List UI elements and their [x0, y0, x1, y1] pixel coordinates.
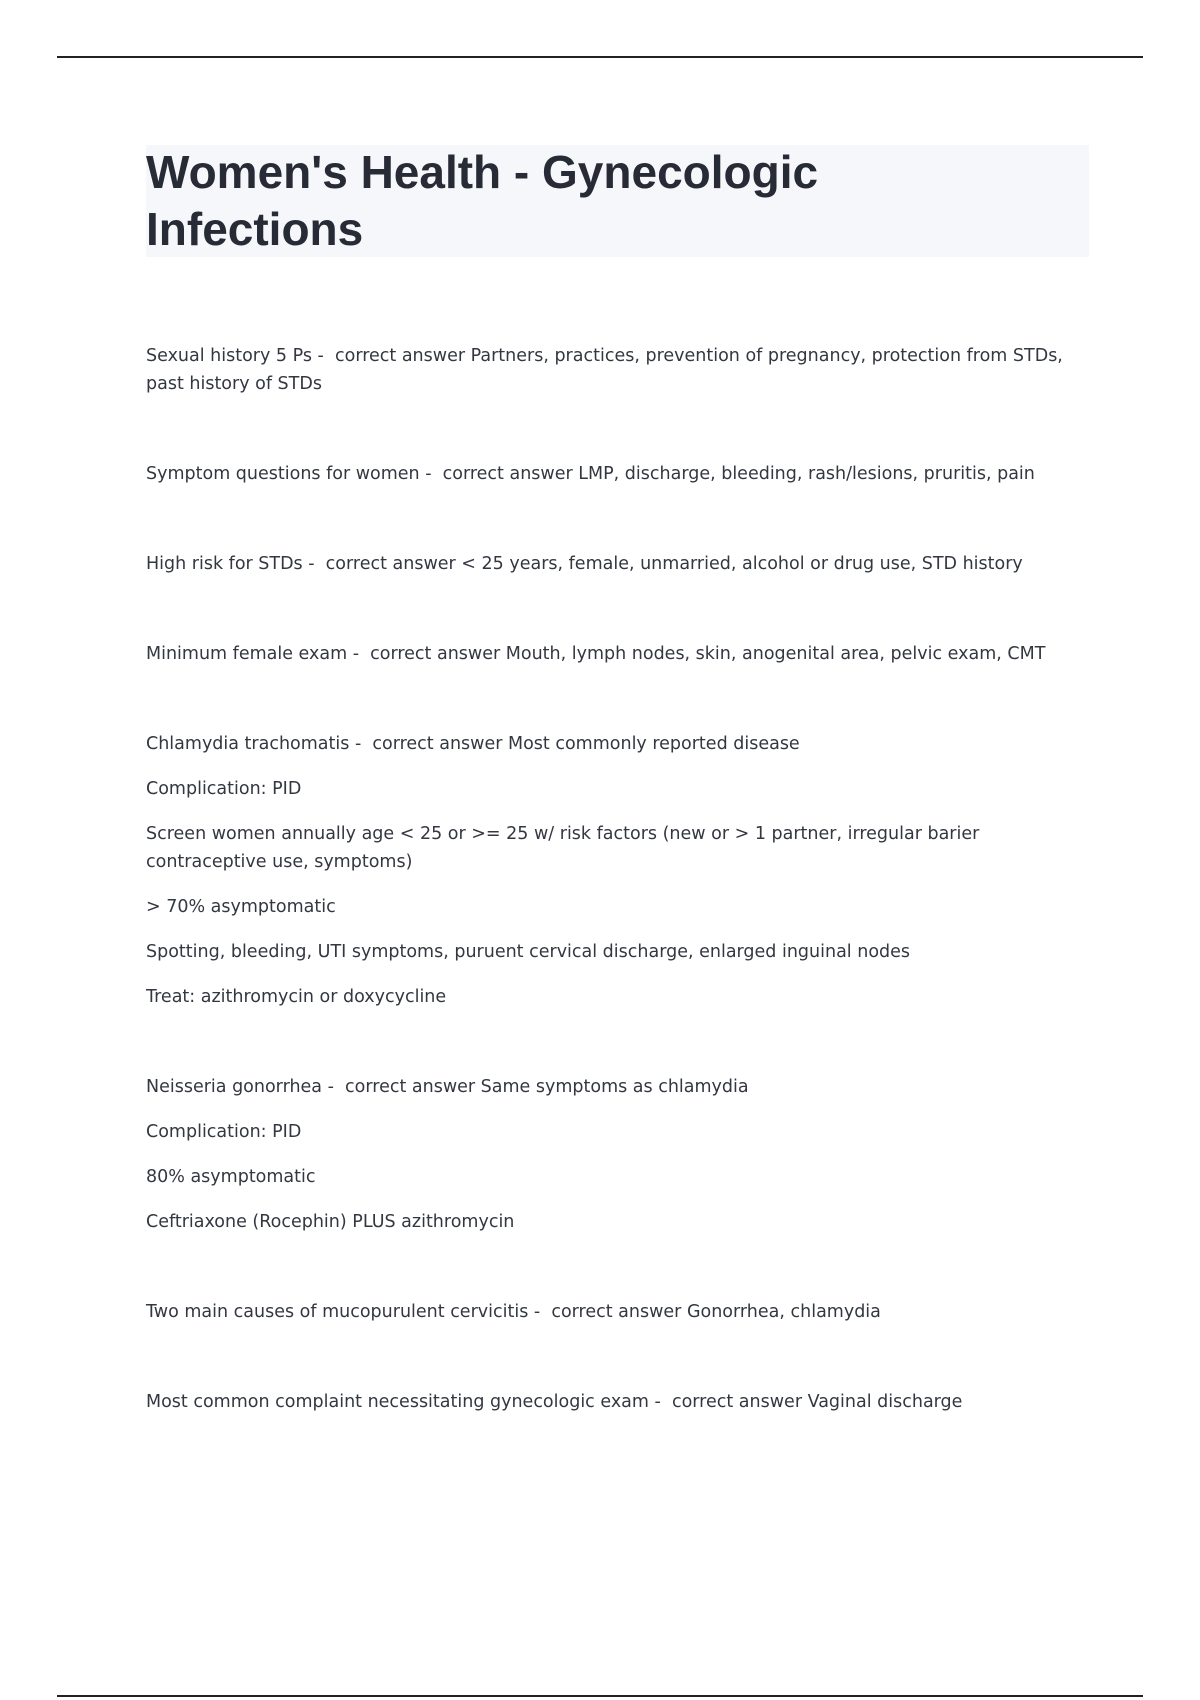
card-detail-line: > 70% asymptomatic [146, 897, 336, 917]
card-separator: - correct answer [349, 734, 508, 754]
flashcard [146, 1298, 1091, 1326]
card-separator: - correct answer [302, 554, 462, 574]
flashcard [146, 1388, 1091, 1416]
card-question-line [146, 460, 1091, 488]
card-answer: Gonorrhea, chlamydia [686, 1302, 881, 1322]
card-detail-line: Spotting, bleeding, UTI symptoms, puruent cervical discharge, enlarged inguinal nodes [146, 942, 911, 962]
card-separator: - correct answer [648, 1392, 808, 1412]
card-question-line [146, 730, 1091, 758]
flashcard-list [146, 342, 1091, 1478]
card-term: Most common complaint necessitating gynecologic exam [146, 1392, 649, 1412]
card-answer: < 25 years, female, unmarried, alcohol or drug use, STD history [461, 554, 1023, 574]
card-separator: - correct answer [419, 464, 579, 484]
top-rule [57, 56, 1143, 58]
card-answer: Partners, practices, prevention of pregnancy, protection from STDs, past history of STDs [146, 346, 1063, 394]
flashcard [146, 342, 1091, 398]
card-term: Chlamydia trachomatis [146, 734, 350, 754]
card-question-line [146, 1388, 1091, 1416]
card-separator: - correct answer [347, 644, 506, 664]
card-detail-line: Complication: PID [146, 1122, 302, 1142]
card-question-line [146, 1298, 1091, 1326]
card-answer: Same symptoms as chlamydia [480, 1077, 749, 1097]
card-term: High risk for STDs [146, 554, 303, 574]
flashcard [146, 640, 1091, 668]
card-detail-line: Treat: azithromycin or doxycycline [146, 987, 447, 1007]
flashcard [146, 730, 1091, 1011]
card-question-line [146, 1073, 1091, 1101]
card-question-line [146, 640, 1091, 668]
card-question-line [146, 550, 1091, 578]
card-term: Neisseria gonorrhea [146, 1077, 323, 1097]
document-title: Women's Health - Gynecologic Infections [146, 146, 819, 255]
flashcard [146, 460, 1091, 488]
card-detail-line: Complication: PID [146, 779, 302, 799]
card-term: Sexual history 5 Ps [146, 346, 312, 366]
card-term: Two main causes of mucopurulent cervicitis [146, 1302, 529, 1322]
card-separator: - correct answer [311, 346, 471, 366]
card-detail-line: 80% asymptomatic [146, 1167, 316, 1187]
card-detail-line: Ceftriaxone (Rocephin) PLUS azithromycin [146, 1212, 515, 1232]
card-answer: Vaginal discharge [807, 1392, 963, 1412]
card-answer: Mouth, lymph nodes, skin, anogenital area, pelvic exam, CMT [505, 644, 1046, 664]
card-detail-line: Screen women annually age < 25 or >= 25 w/ risk factors (new or > 1 partner, irregular barier contraceptive use, symptoms) [146, 824, 980, 872]
card-term: Minimum female exam [146, 644, 348, 664]
card-question-line [146, 342, 1091, 398]
bottom-rule [57, 1695, 1143, 1697]
card-separator: - correct answer [528, 1302, 687, 1322]
card-term: Symptom questions for women [146, 464, 420, 484]
flashcard [146, 1073, 1091, 1236]
card-answer: LMP, discharge, bleeding, rash/lesions, pruritis, pain [578, 464, 1035, 484]
card-answer: Most commonly reported disease [508, 734, 800, 754]
card-separator: - correct answer [322, 1077, 481, 1097]
flashcard [146, 550, 1091, 578]
